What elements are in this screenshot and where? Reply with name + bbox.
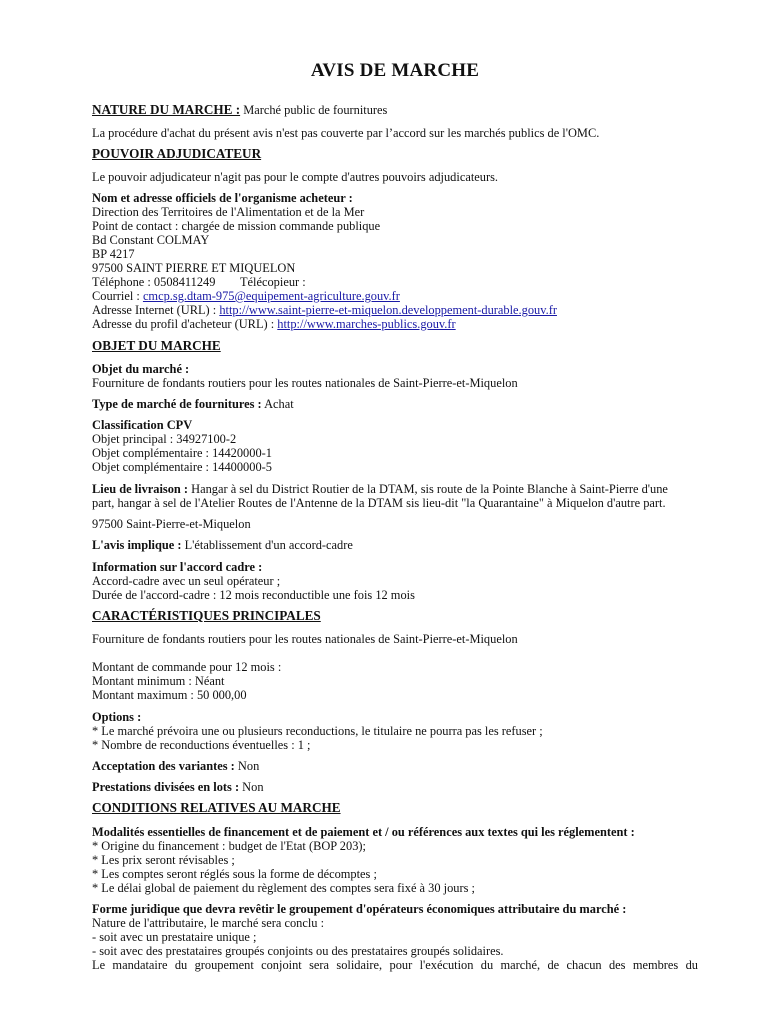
profil-link[interactable]: http://www.marches-publics.gouv.fr <box>277 317 456 331</box>
objet-label: Objet du marché : <box>92 362 190 376</box>
montant-line: Montant de commande pour 12 mois : <box>92 660 282 674</box>
courriel-label: Courriel : <box>92 289 143 303</box>
cpv-line: Objet complémentaire : 14420000-1 <box>92 446 272 460</box>
document-title: AVIS DE MARCHE <box>310 60 480 81</box>
modalites-line: * Origine du financement : budget de l'Etat (BOP 203); <box>92 839 366 853</box>
nature-line <box>92 103 387 117</box>
type-line <box>92 397 294 411</box>
lieu-text-1: Hangar à sel du District Routier de la DTAM, sis route de la Pointe Blanche à Saint-Pierre d'une <box>188 482 668 496</box>
variantes-line <box>92 759 259 773</box>
cpv-label: Classification CPV <box>92 418 193 432</box>
info-label: Information sur l'accord cadre : <box>92 560 263 574</box>
variantes-label: Acceptation des variantes : <box>92 759 235 773</box>
avis-label: L'avis implique : <box>92 538 182 552</box>
objet-heading: OBJET DU MARCHE <box>92 338 221 353</box>
lots-label: Prestations divisées en lots : <box>92 780 240 794</box>
options-line: * Nombre de reconductions éventuelles : 1 ; <box>92 738 311 752</box>
modalites-label: Modalités essentielles de financement et de paiement et / ou références aux textes qui les réglementent : <box>92 825 635 839</box>
forme-line: - soit avec un prestataire unique ; <box>92 930 257 944</box>
cpv-line: Objet complémentaire : 14400000-5 <box>92 460 272 474</box>
cp-text: 97500 Saint-Pierre-et-Miquelon <box>92 517 251 531</box>
type-label: Type de marché de fournitures : <box>92 397 262 411</box>
montant-line: Montant maximum : 50 000,00 <box>92 688 247 702</box>
avis-line <box>92 538 353 552</box>
carac-desc: Fourniture de fondants routiers pour les routes nationales de Saint-Pierre-et-Miquelon <box>92 632 518 646</box>
internet-line <box>92 303 557 317</box>
info-line: Accord-cadre avec un seul opérateur ; <box>92 574 281 588</box>
variantes-value: Non <box>234 759 260 773</box>
nature-value: Marché public de fournitures <box>243 103 388 117</box>
address-line: Bd Constant COLMAY <box>92 233 210 247</box>
lieu-label: Lieu de livraison : <box>92 482 189 496</box>
carac-heading: CARACTÉRISTIQUES PRINCIPALES <box>92 608 321 623</box>
address-line: Direction des Territoires de l'Alimentation et de la Mer <box>92 205 365 219</box>
organisme-label: Nom et adresse officiels de l'organisme acheteur : <box>92 191 353 205</box>
options-label: Options : <box>92 710 142 724</box>
modalites-line: * Le délai global de paiement du règlement des comptes sera fixé à 30 jours ; <box>92 881 475 895</box>
pouvoir-heading: POUVOIR ADJUDICATEUR <box>92 146 262 161</box>
info-line: Durée de l'accord-cadre : 12 mois reconductible une fois 12 mois <box>92 588 415 602</box>
options-line: * Le marché prévoira une ou plusieurs reconductions, le titulaire ne pourra pas les refuser ; <box>92 724 543 738</box>
lieu-text-2: part, hangar à sel de l'Atelier Routes de l'Antenne de la DTAM sis lieu-dit "la Quarantaine" à Miquelon d'autre part. <box>92 496 666 510</box>
lots-line <box>92 780 264 794</box>
modalites-line: * Les comptes seront réglés sous la forme de décomptes ; <box>92 867 377 881</box>
type-value: Achat <box>261 397 294 411</box>
omc-text: La procédure d'achat du présent avis n'est pas couverte par l’accord sur les marchés publics de l'OMC. <box>92 126 600 140</box>
profil-label: Adresse du profil d'acheteur (URL) : <box>92 317 278 331</box>
internet-label: Adresse Internet (URL) : <box>92 303 220 317</box>
avis-value: L'établissement d'un accord-cadre <box>181 538 353 552</box>
forme-last-line: Le mandataire du groupement conjoint sera solidaire, pour l'exécution du marché, de chacun des membres du <box>92 958 698 972</box>
address-line: BP 4217 <box>92 247 135 261</box>
lots-value: Non <box>239 780 264 794</box>
objet-value: Fourniture de fondants routiers pour les routes nationales de Saint-Pierre-et-Miquelon <box>92 376 518 390</box>
pouvoir-text: Le pouvoir adjudicateur n'agit pas pour le compte d'autres pouvoirs adjudicateurs. <box>92 170 499 184</box>
forme-line: - soit avec des prestataires groupés conjoints ou des prestataires groupés solidaires. <box>92 944 504 958</box>
address-line: 97500 SAINT PIERRE ET MIQUELON <box>92 261 296 275</box>
cpv-line: Objet principal : 34927100-2 <box>92 432 237 446</box>
modalites-line: * Les prix seront révisables ; <box>92 853 235 867</box>
phone-line: Téléphone : 0508411249 Télécopieur : <box>92 275 306 289</box>
courriel-line <box>92 289 400 303</box>
montant-line: Montant minimum : Néant <box>92 674 225 688</box>
address-line: Point de contact : chargée de mission commande publique <box>92 219 381 233</box>
nature-heading: NATURE DU MARCHE : <box>92 102 241 117</box>
forme-line: Nature de l'attributaire, le marché sera conclu : <box>92 916 325 930</box>
conditions-heading: CONDITIONS RELATIVES AU MARCHE <box>92 800 341 815</box>
lieu-line-1 <box>92 482 668 496</box>
forme-label: Forme juridique que devra revêtir le groupement d'opérateurs économiques attributaire du marché : <box>92 902 627 916</box>
internet-link[interactable]: http://www.saint-pierre-et-miquelon.developpement-durable.gouv.fr <box>219 303 557 317</box>
profil-line <box>92 317 456 331</box>
courriel-link[interactable]: cmcp.sg.dtam-975@equipement-agriculture.gouv.fr <box>142 289 400 303</box>
